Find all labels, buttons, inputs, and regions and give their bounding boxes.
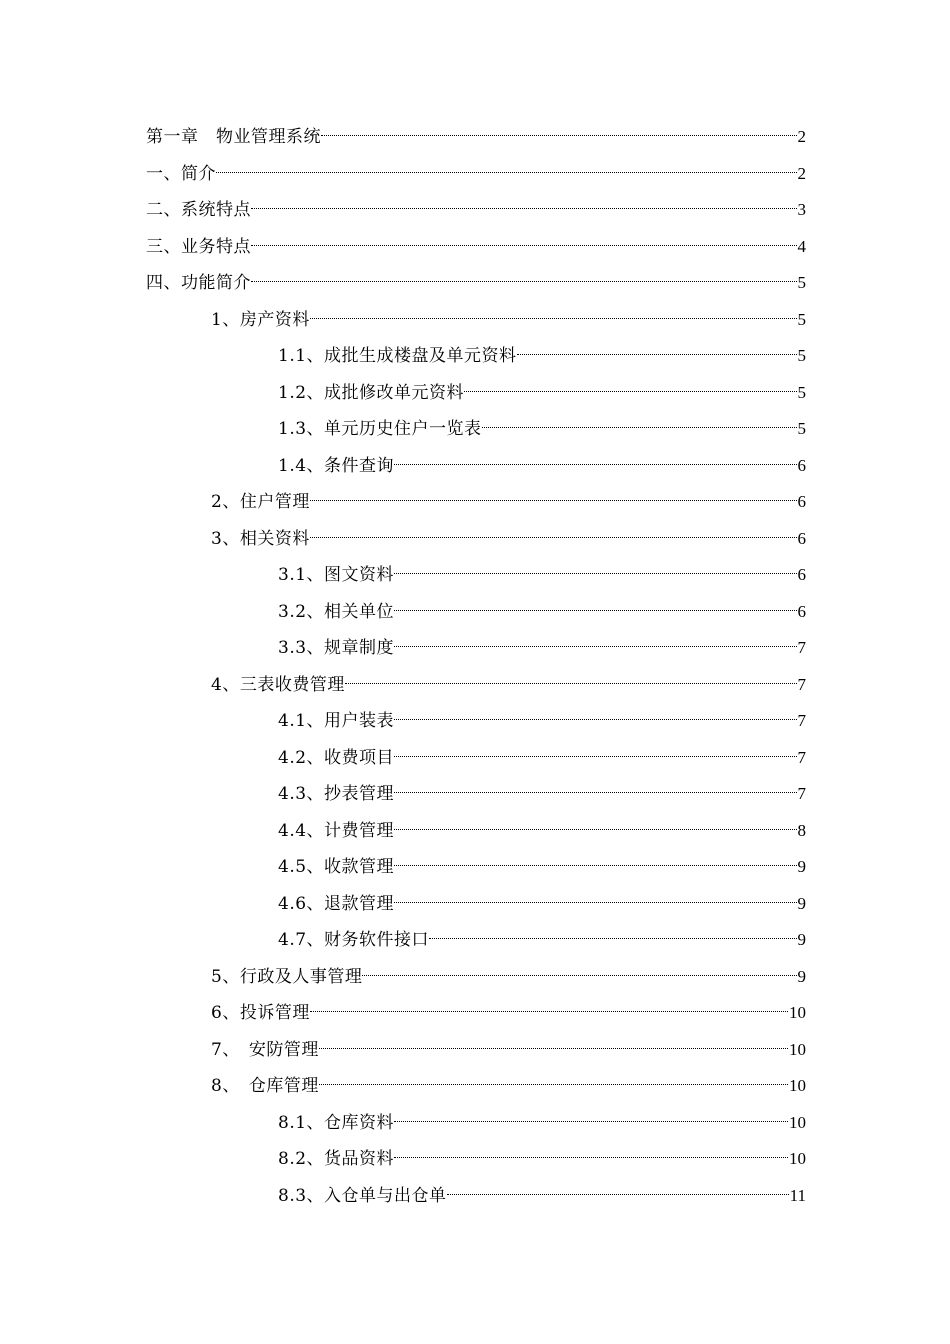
dot-leader xyxy=(394,756,796,757)
toc-entry-4-6[interactable] xyxy=(146,889,806,926)
toc-entry-business-features[interactable] xyxy=(146,232,806,269)
toc-entry-title: 4.3、抄表管理 xyxy=(278,784,395,804)
dot-leader xyxy=(394,719,796,720)
dot-leader xyxy=(394,829,796,830)
dot-leader xyxy=(362,975,796,976)
toc-entry-title: 3.1、图文资料 xyxy=(278,565,395,585)
toc-entry-intro[interactable] xyxy=(146,159,806,196)
dot-leader xyxy=(251,245,797,246)
toc-page-number: 7 xyxy=(797,784,806,803)
toc-entry-4-5[interactable] xyxy=(146,852,806,889)
dot-leader xyxy=(394,1121,788,1122)
dot-leader xyxy=(251,281,797,282)
toc-entry-admin-hr[interactable] xyxy=(146,962,806,999)
toc-entry-3-1[interactable] xyxy=(146,560,806,597)
toc-entry-title: 1.1、成批生成楼盘及单元资料 xyxy=(278,346,517,366)
toc-entry-3-2[interactable] xyxy=(146,597,806,634)
toc-entry-title: 2、住户管理 xyxy=(211,492,310,512)
toc-page-number: 9 xyxy=(797,857,806,876)
toc-entry-meter-billing[interactable] xyxy=(146,670,806,707)
toc-entry-title: 4.2、收费项目 xyxy=(278,747,395,768)
toc-entry-title: 四、功能简介 xyxy=(146,273,251,293)
toc-page-number: 4 xyxy=(797,236,806,256)
toc-page-number: 2 xyxy=(797,127,806,146)
toc-page-number: 5 xyxy=(797,346,806,365)
toc-page-number: 7 xyxy=(797,674,806,694)
toc-entry-4-3[interactable] xyxy=(146,779,806,816)
dot-leader xyxy=(394,865,796,866)
toc-page-number: 7 xyxy=(797,747,806,767)
toc-entry-title: 4.7、财务软件接口 xyxy=(278,930,430,950)
toc-entry-title: 8、 仓库管理 xyxy=(211,1076,319,1096)
toc-page-number: 7 xyxy=(797,711,806,730)
toc-entry-title: 1.3、单元历史住户一览表 xyxy=(278,419,482,439)
toc-entry-8-3[interactable] xyxy=(146,1181,806,1218)
toc-entry-1-4[interactable] xyxy=(146,451,806,488)
toc-page-number: 6 xyxy=(797,601,806,621)
toc-page-number: 9 xyxy=(797,966,806,986)
toc-page-number: 5 xyxy=(797,309,806,329)
toc-entry-title: 4.5、收款管理 xyxy=(278,857,395,877)
toc-page-number: 2 xyxy=(797,163,806,183)
toc-page-number: 10 xyxy=(789,1076,806,1095)
dot-leader xyxy=(394,646,796,647)
toc-entry-title: 1.4、条件查询 xyxy=(278,455,395,476)
toc-page-number: 6 xyxy=(797,565,806,584)
dot-leader xyxy=(310,500,797,501)
toc-entry-warehouse[interactable] xyxy=(146,1071,806,1108)
dot-leader xyxy=(517,354,797,355)
dot-leader xyxy=(310,537,797,538)
dot-leader xyxy=(345,683,797,684)
toc-entry-1-2[interactable] xyxy=(146,378,806,415)
toc-entry-title: 8.2、货品资料 xyxy=(278,1149,395,1169)
toc-entry-8-1[interactable] xyxy=(146,1108,806,1145)
toc-entry-title: 一、简介 xyxy=(146,163,216,184)
dot-leader xyxy=(394,1157,788,1158)
toc-page-number: 6 xyxy=(797,492,806,511)
toc-entry-security[interactable] xyxy=(146,1035,806,1072)
toc-entry-1-3[interactable] xyxy=(146,414,806,451)
dot-leader xyxy=(319,1048,788,1049)
toc-entry-chapter-1[interactable] xyxy=(146,122,806,159)
dot-leader xyxy=(447,1194,789,1195)
dot-leader xyxy=(394,902,796,903)
toc-page-number: 10 xyxy=(789,1003,806,1022)
toc-entry-1-1[interactable] xyxy=(146,341,806,378)
toc-entry-title: 3.3、规章制度 xyxy=(278,638,395,658)
toc-entry-8-2[interactable] xyxy=(146,1144,806,1181)
toc-entry-complaints[interactable] xyxy=(146,998,806,1035)
toc-page-number: 11 xyxy=(789,1185,806,1205)
toc-entry-title: 4、三表收费管理 xyxy=(211,674,345,695)
toc-entry-title: 三、业务特点 xyxy=(146,236,251,257)
toc-page-number: 7 xyxy=(797,638,806,657)
dot-leader xyxy=(394,464,796,465)
toc-page-number: 9 xyxy=(797,930,806,949)
toc-page-number: 9 xyxy=(797,893,806,913)
toc-entry-title: 7、 安防管理 xyxy=(211,1039,319,1060)
dot-leader xyxy=(310,318,797,319)
toc-entry-4-1[interactable] xyxy=(146,706,806,743)
dot-leader xyxy=(216,172,797,173)
dot-leader xyxy=(429,938,796,939)
dot-leader xyxy=(394,610,796,611)
toc-entry-property-data[interactable] xyxy=(146,305,806,342)
dot-leader xyxy=(482,427,797,428)
toc-entry-title: 6、投诉管理 xyxy=(211,1003,310,1023)
toc-entry-title: 4.1、用户装表 xyxy=(278,711,395,731)
dot-leader xyxy=(394,573,796,574)
toc-entry-title: 第一章 物业管理系统 xyxy=(146,127,321,147)
toc-entry-title: 8.3、入仓单与出仓单 xyxy=(278,1185,447,1206)
toc-page-number: 10 xyxy=(789,1149,806,1168)
toc-entry-3-3[interactable] xyxy=(146,633,806,670)
dot-leader xyxy=(310,1011,788,1012)
toc-page-number: 6 xyxy=(797,455,806,475)
toc-entry-title: 3、相关资料 xyxy=(211,528,310,549)
toc-entry-4-4[interactable] xyxy=(146,816,806,853)
toc-page-number: 8 xyxy=(797,820,806,840)
toc-entry-title: 8.1、仓库资料 xyxy=(278,1112,395,1133)
toc-entry-title: 5、行政及人事管理 xyxy=(211,966,363,987)
toc-entry-resident-management[interactable] xyxy=(146,487,806,524)
toc-page-number: 6 xyxy=(797,528,806,548)
toc-entry-title: 3.2、相关单位 xyxy=(278,601,395,622)
dot-leader xyxy=(321,135,797,136)
dot-leader xyxy=(251,208,797,209)
toc-page-number: 5 xyxy=(797,419,806,438)
toc-entry-title: 4.4、计费管理 xyxy=(278,820,395,841)
toc-entry-title: 1、房产资料 xyxy=(211,309,310,330)
dot-leader xyxy=(464,391,796,392)
toc-page-number: 5 xyxy=(797,273,806,292)
toc-entry-4-7[interactable] xyxy=(146,925,806,962)
toc-entry-4-2[interactable] xyxy=(146,743,806,780)
dot-leader xyxy=(319,1084,788,1085)
toc-page-number: 5 xyxy=(797,382,806,402)
toc-entry-system-features[interactable] xyxy=(146,195,806,232)
toc-entry-title: 二、系统特点 xyxy=(146,200,251,220)
toc-page-number: 10 xyxy=(789,1039,806,1059)
toc-entry-related-data[interactable] xyxy=(146,524,806,561)
toc-entry-title: 4.6、退款管理 xyxy=(278,893,395,914)
dot-leader xyxy=(394,792,796,793)
table-of-contents xyxy=(146,122,806,1217)
toc-entry-title: 1.2、成批修改单元资料 xyxy=(278,382,465,403)
toc-page-number: 3 xyxy=(797,200,806,219)
toc-page-number: 10 xyxy=(789,1112,806,1132)
toc-entry-functions[interactable] xyxy=(146,268,806,305)
